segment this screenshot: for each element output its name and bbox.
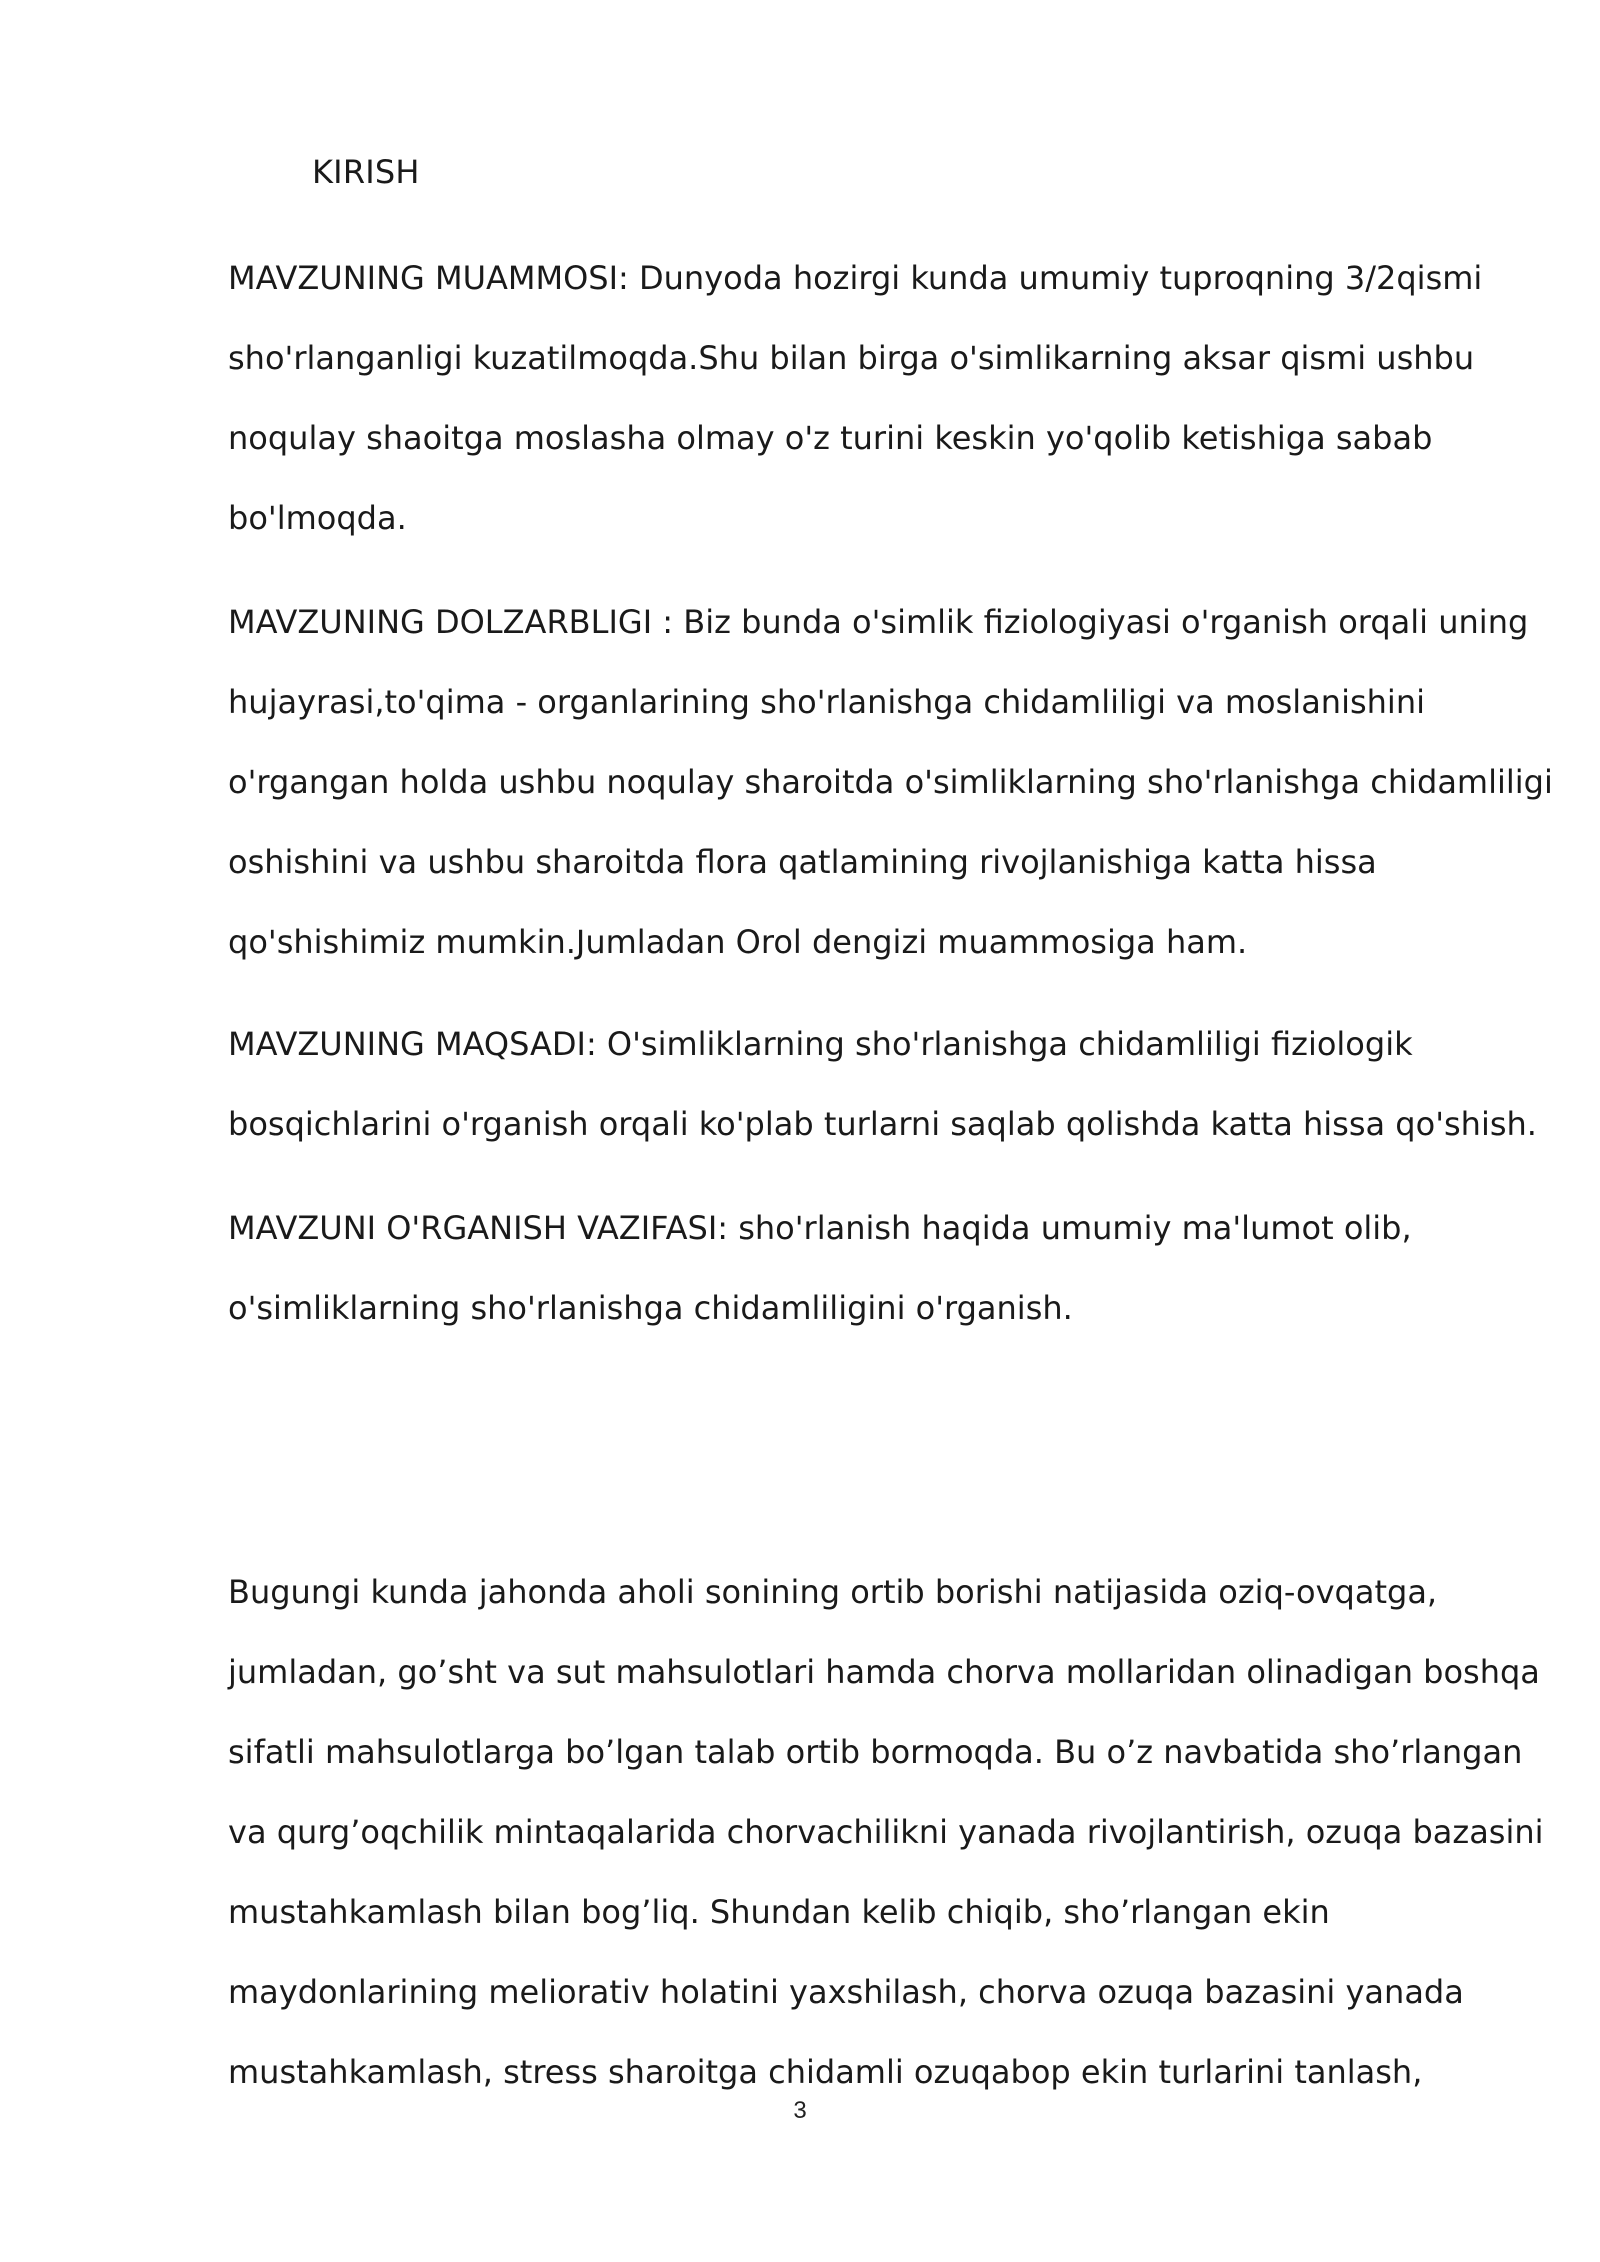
paragraph-tasks bbox=[228, 1188, 1528, 1348]
text-line: va qurg’oqchilik mintaqalarida chorvachilikni yanada rivojlantirish, ozuqa bazasini bbox=[228, 1813, 1544, 1851]
text-line: sho'rlanganligi kuzatilmoqda.Shu bilan birga o'simlikarning aksar qismi ushbu bbox=[228, 339, 1475, 377]
text-line: hujayrasi,to'qima - organlarining sho'rlanishga chidamliligi va moslanishini bbox=[228, 683, 1425, 721]
text-line: bo'lmoqda. bbox=[228, 499, 407, 537]
paragraph-problem bbox=[228, 238, 1528, 558]
text-line: noqulay shaoitga moslasha olmay o'z turini keskin yo'qolib ketishiga sabab bbox=[228, 419, 1433, 457]
page-number: 3 bbox=[793, 2097, 807, 2124]
text-line: MAVZUNING MUAMMOSI: Dunyoda hozirgi kunda umumiy tuproqning 3/2qismi bbox=[228, 259, 1483, 297]
text-line: bosqichlarini o'rganish orqali ko'plab turlarni saqlab qolishda katta hissa qo'shish. bbox=[228, 1105, 1537, 1143]
text-line: Bugungi kunda jahonda aholi sonining ortib borishi natijasida oziq-ovqatga, bbox=[228, 1573, 1438, 1611]
text-line: MAVZUNI O'RGANISH VAZIFASI: sho'rlanish haqida umumiy ma'lumot olib, bbox=[228, 1209, 1412, 1247]
text-line: oshishini va ushbu sharoitda flora qatlamining rivojlanishiga katta hissa bbox=[228, 843, 1377, 881]
paragraph-relevance bbox=[228, 582, 1553, 982]
text-line: maydonlarining meliorativ holatini yaxshilash, chorva ozuqa bazasini yanada bbox=[228, 1973, 1464, 2011]
text-line: sifatli mahsulotlarga bo’lgan talab ortib bormoqda. Bu o’z navbatida sho’rlangan bbox=[228, 1733, 1523, 1771]
text-line: qo'shishimiz mumkin.Jumladan Orol dengizi muammosiga ham. bbox=[228, 923, 1248, 961]
text-line: o'simliklarning sho'rlanishga chidamliligini o'rganish. bbox=[228, 1289, 1073, 1327]
paragraph-purpose bbox=[228, 1004, 1537, 1164]
text-line: jumladan, go’sht va sut mahsulotlari hamda chorva mollaridan olinadigan boshqa bbox=[228, 1653, 1540, 1691]
text-line: o'rgangan holda ushbu noqulay sharoitda o'simliklarning sho'rlanishga chidamliligi bbox=[228, 763, 1553, 801]
text-line: mustahkamlash, stress sharoitga chidamli ozuqabop ekin turlarini tanlash, bbox=[228, 2053, 1423, 2091]
text-line: MAVZUNING DOLZARBLIGI : Biz bunda o'simlik fiziologiyasi o'rganish orqali uning bbox=[228, 603, 1529, 641]
text-line: MAVZUNING MAQSADI: O'simliklarning sho'rlanishga chidamliligi fiziologik bbox=[228, 1025, 1413, 1063]
text-line: mustahkamlash bilan bog’liq. Shundan kelib chiqib, sho’rlangan ekin bbox=[228, 1893, 1330, 1931]
section-heading: KIRISH bbox=[312, 153, 420, 191]
paragraph-body bbox=[228, 1552, 1544, 2112]
